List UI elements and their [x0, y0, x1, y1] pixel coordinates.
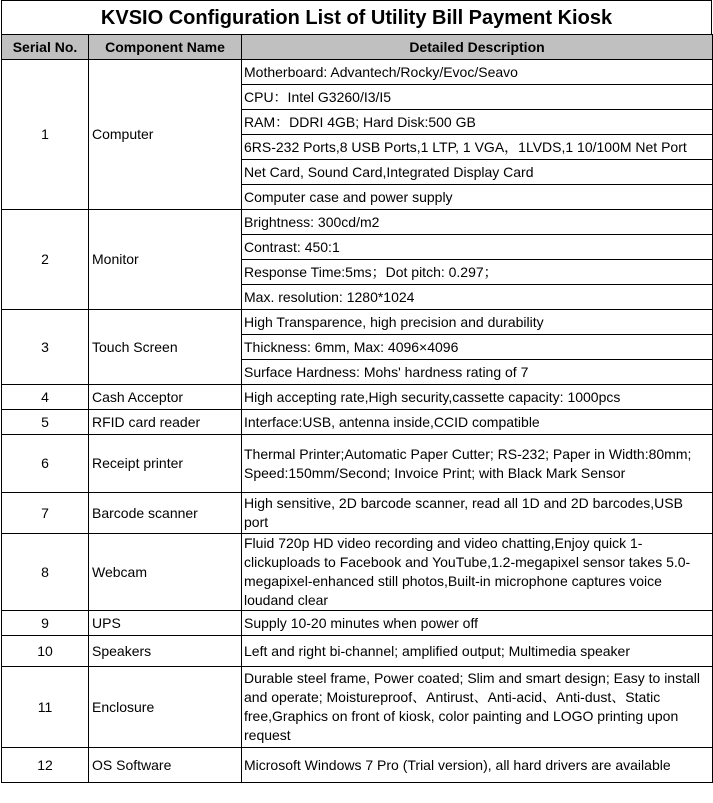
- component-cell: Receipt printer: [89, 435, 242, 493]
- serial-cell: 3: [2, 310, 89, 385]
- header-description: Detailed Description: [242, 35, 713, 60]
- configuration-sheet: [1, 0, 712, 783]
- component-cell: Monitor: [89, 210, 242, 310]
- component-cell: Speakers: [89, 636, 242, 667]
- component-cell: RFID card reader: [89, 410, 242, 435]
- table-row: [2, 60, 713, 85]
- serial-cell: 5: [2, 410, 89, 435]
- serial-cell: 6: [2, 435, 89, 493]
- component-cell: Barcode scanner: [89, 493, 242, 534]
- table-row: [2, 667, 713, 748]
- description-cell: Durable steel frame, Power coated; Slim and smart design; Easy to install and operate; Moistureproof、Antirust、Anti-acid、Anti-dust、Static free,Graphics on front of kiosk, color painting and LOGO printing upon request: [242, 667, 713, 748]
- component-cell: Webcam: [89, 534, 242, 611]
- description-cell: Left and right bi-channel; amplified output; Multimedia speaker: [242, 636, 713, 667]
- header-serial: Serial No.: [2, 35, 89, 60]
- description-cell: Thickness: 6mm, Max: 4096×4096: [242, 335, 713, 360]
- description-cell: 6RS-232 Ports,8 USB Ports,1 LTP, 1 VGA，1LVDS,1 10/100M Net Port: [242, 135, 713, 160]
- table-row: [2, 534, 713, 611]
- serial-cell: 7: [2, 493, 89, 534]
- description-cell: Net Card, Sound Card,Integrated Display Card: [242, 160, 713, 185]
- table-row: [2, 410, 713, 435]
- component-cell: Cash Acceptor: [89, 385, 242, 410]
- table-row: [2, 493, 713, 534]
- description-cell: Fluid 720p HD video recording and video chatting,Enjoy quick 1-clickuploads to Facebook and YouTube,1.2-megapixel sensor takes 5.0-megapixel-enhanced still photos,Built-in microphone captures voice loudand clear: [242, 534, 713, 611]
- description-cell: Computer case and power supply: [242, 185, 713, 210]
- configuration-table: [1, 34, 713, 783]
- description-cell: Response Time:5ms；Dot pitch: 0.297；: [242, 260, 713, 285]
- header-row: [2, 35, 713, 60]
- description-cell: Microsoft Windows 7 Pro (Trial version), all hard drivers are available: [242, 748, 713, 783]
- description-cell: Surface Hardness: Mohs' hardness rating of 7: [242, 360, 713, 385]
- description-cell: Interface:USB, antenna inside,CCID compatible: [242, 410, 713, 435]
- component-cell: UPS: [89, 611, 242, 636]
- serial-cell: 2: [2, 210, 89, 310]
- component-cell: Touch Screen: [89, 310, 242, 385]
- description-cell: Supply 10-20 minutes when power off: [242, 611, 713, 636]
- serial-cell: 12: [2, 748, 89, 783]
- description-cell: High Transparence, high precision and durability: [242, 310, 713, 335]
- description-cell: High accepting rate,High security,cassette capacity: 1000pcs: [242, 385, 713, 410]
- table-row: [2, 385, 713, 410]
- table-row: [2, 310, 713, 335]
- table-row: [2, 748, 713, 783]
- description-cell: RAM：DDRI 4GB; Hard Disk:500 GB: [242, 110, 713, 135]
- serial-cell: 4: [2, 385, 89, 410]
- table-row: [2, 636, 713, 667]
- serial-cell: 9: [2, 611, 89, 636]
- component-cell: Computer: [89, 60, 242, 210]
- table-row: [2, 210, 713, 235]
- serial-cell: 11: [2, 667, 89, 748]
- description-cell: Contrast: 450:1: [242, 235, 713, 260]
- description-cell: Brightness: 300cd/m2: [242, 210, 713, 235]
- description-cell: Motherboard: Advantech/Rocky/Evoc/Seavo: [242, 60, 713, 85]
- description-cell: High sensitive, 2D barcode scanner, read all 1D and 2D barcodes,USB port: [242, 493, 713, 534]
- serial-cell: 1: [2, 60, 89, 210]
- component-cell: OS Software: [89, 748, 242, 783]
- component-cell: Enclosure: [89, 667, 242, 748]
- table-row: [2, 435, 713, 493]
- sheet-title: KVSIO Configuration List of Utility Bill Payment Kiosk: [1, 0, 712, 34]
- header-component: Component Name: [89, 35, 242, 60]
- serial-cell: 10: [2, 636, 89, 667]
- description-cell: CPU：Intel G3260/I3/I5: [242, 85, 713, 110]
- serial-cell: 8: [2, 534, 89, 611]
- table-row: [2, 611, 713, 636]
- description-cell: Thermal Printer;Automatic Paper Cutter; RS-232; Paper in Width:80mm; Speed:150mm/Second; Invoice Print; with Black Mark Sensor: [242, 435, 713, 493]
- description-cell: Max. resolution: 1280*1024: [242, 285, 713, 310]
